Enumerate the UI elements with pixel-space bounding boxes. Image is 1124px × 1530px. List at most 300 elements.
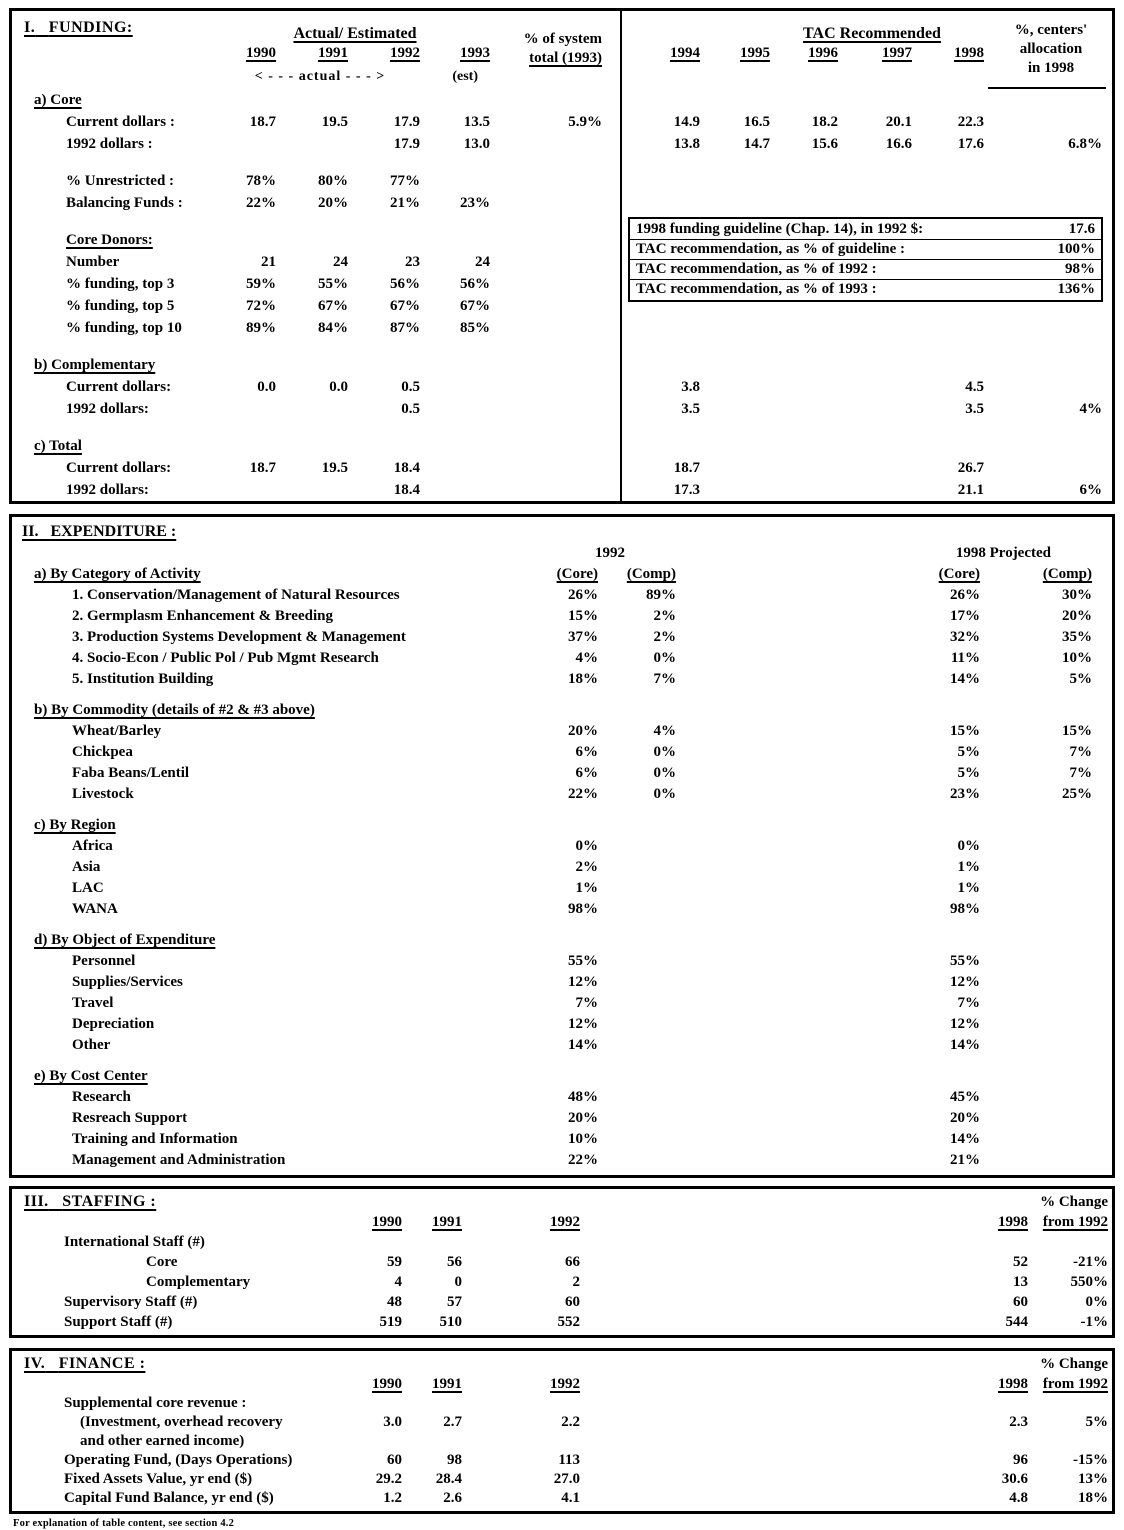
value-cell: 98 [447,1452,462,1468]
centers-allocation-header [988,11,1106,89]
table-row [12,857,1112,878]
value-cell: 55% [318,276,348,292]
guideline-label: TAC recommendation, as % of 1992 : [636,261,877,277]
value-cell [216,89,280,111]
value-cell [280,133,352,155]
table-row [12,648,1112,669]
section-number: IV. FINANCE : [24,1355,146,1372]
value-cell: 77% [390,173,420,189]
value-cell [984,930,1096,951]
value-cell [984,700,1096,721]
year-column-header: 1998 [998,1376,1028,1392]
section-funding [9,8,1115,504]
guideline-label: TAC recommendation, as % of 1993 : [636,281,877,297]
value-cell: 14% [950,1131,980,1147]
table-row [12,1292,1112,1312]
value-cell [774,89,842,111]
table-row [12,89,1112,111]
value-cell [602,700,680,721]
row-label: Supplies/Services [72,974,183,990]
table-row [12,479,1112,501]
value-cell [466,1394,584,1413]
value-cell [774,435,842,457]
value-cell [988,192,1106,214]
value-cell: 35% [1062,629,1092,645]
value-cell [424,457,494,479]
value-cell: 2.2 [561,1414,580,1430]
year-column-header: 1990 [372,1376,402,1392]
value-cell [774,479,842,501]
table-row [12,972,1112,993]
value-cell [704,89,774,111]
value-cell: 96 [1013,1452,1028,1468]
year-column-header: 1991 [432,1214,462,1230]
value-cell: 67% [390,298,420,314]
value-cell [916,354,988,376]
guideline-row [630,239,1101,259]
value-cell: 5.9% [568,114,602,130]
table-row [12,435,1112,457]
value-cell [774,170,842,192]
value-cell [424,89,494,111]
guideline-value: 17.6 [1068,221,1095,237]
value-cell [680,815,984,836]
value-cell: 4% [575,650,598,666]
value-cell: 4.1 [561,1490,580,1506]
value-cell: 32% [950,629,980,645]
value-cell [494,133,606,155]
value-cell: 20% [568,723,598,739]
value-cell: 552 [557,1314,580,1330]
value-cell: 2% [653,629,676,645]
value-cell [424,376,494,398]
value-cell: 5% [1069,671,1092,687]
value-cell [602,1066,680,1087]
value-cell [280,435,352,457]
guideline-label: TAC recommendation, as % of guideline : [636,241,906,257]
value-cell [424,479,494,501]
table-row [12,899,1112,920]
value-cell: 12% [950,1016,980,1032]
value-cell: 10% [1062,650,1092,666]
value-cell [336,1394,406,1413]
value-cell [602,1014,680,1035]
value-cell: 15% [568,608,598,624]
value-cell [984,972,1096,993]
table-row [12,111,1112,133]
value-cell [602,1129,680,1150]
value-cell [842,398,916,420]
value-cell: 48% [568,1089,598,1105]
value-cell [984,1087,1096,1108]
value-cell [216,133,280,155]
value-cell: 14% [568,1037,598,1053]
value-cell: 56% [390,276,420,292]
value-cell: 19.5 [321,114,348,130]
value-cell [494,295,606,317]
value-cell [916,89,988,111]
value-cell [280,229,352,251]
value-cell [842,317,916,339]
row-label: Current dollars: [66,379,172,395]
value-cell [424,170,494,192]
value-cell [984,1035,1096,1056]
value-cell [984,899,1096,920]
value-cell [424,398,494,420]
value-cell: 87% [390,320,420,336]
value-cell [984,993,1096,1014]
value-cell [494,89,606,111]
value-cell: 18% [1078,1490,1108,1506]
value-cell [424,354,494,376]
value-cell: 60 [565,1294,580,1310]
row-label: Management and Administration [72,1152,286,1168]
table-row [12,1413,1112,1432]
value-cell: 7% [1069,765,1092,781]
value-cell [680,1066,984,1087]
value-cell [704,435,774,457]
value-cell: 22% [246,195,276,211]
value-cell [280,479,352,501]
value-cell: 1% [957,880,980,896]
value-cell: 2 [572,1274,580,1290]
value-cell [602,972,680,993]
value-cell: 7% [957,995,980,1011]
row-label: Supervisory Staff (#) [64,1294,198,1310]
value-cell [984,1108,1096,1129]
value-cell [336,1232,406,1252]
row-label: Travel [72,995,114,1011]
value-cell: 3.5 [965,401,984,417]
table-row [12,763,1112,784]
table-row [12,878,1112,899]
expenditure-table-body [12,585,1112,1171]
tac-guideline-box [628,217,1103,302]
value-cell [216,354,280,376]
value-cell [842,89,916,111]
spacer-row [12,1056,1112,1066]
table-row [12,317,1112,339]
section-number: I. FUNDING: [24,19,133,36]
row-label: Supplemental core revenue : [64,1395,247,1411]
value-cell [842,479,916,501]
value-cell [988,376,1106,398]
row-label: e) By Cost Center [34,1068,148,1084]
value-cell [984,1014,1096,1035]
value-cell: 4.8 [1009,1490,1028,1506]
table-row [12,669,1112,690]
value-cell: 0% [653,786,676,802]
row-label: Core Donors: [66,232,153,248]
value-cell: 18.4 [393,482,420,498]
table-row [12,1470,1112,1489]
row-label: (Investment, overhead recovery [80,1414,283,1430]
value-cell: 3.5 [681,401,700,417]
value-cell [466,1432,584,1451]
table-row [12,784,1112,805]
category-subhead: a) By Category of Activity [34,566,201,582]
year-column-header: 1991 [318,45,348,61]
row-label: Depreciation [72,1016,155,1032]
value-cell [984,951,1096,972]
row-label: % funding, top 3 [66,276,175,292]
value-cell [486,815,602,836]
value-cell: 17.9 [393,136,420,152]
value-cell [494,170,606,192]
section-number: III. STAFFING : [24,1193,157,1210]
section-number: II. EXPENDITURE : [22,523,177,540]
value-cell [494,479,606,501]
column-divider [620,11,622,501]
value-cell: 12% [950,974,980,990]
value-cell: 1% [957,859,980,875]
value-cell [602,1108,680,1129]
value-cell [984,857,1096,878]
year-column-header: 1996 [808,45,838,61]
actual-span-note: < - - - actual - - - > [254,69,386,84]
value-cell: 16.5 [743,114,770,130]
row-label: Resreach Support [72,1110,188,1126]
finance-header-row1 [12,1351,1112,1374]
row-label: d) By Object of Expenditure [34,932,216,948]
value-cell: 113 [558,1452,580,1468]
guideline-value: 100% [1057,241,1095,257]
value-cell: 98% [950,901,980,917]
column-header: (Core) [556,566,598,582]
value-cell [916,170,988,192]
table-row [12,585,1112,606]
value-cell: 6.8% [1068,136,1102,152]
row-label: 1992 dollars : [66,136,153,152]
row-label: Current dollars : [66,114,175,130]
value-cell: 6% [575,744,598,760]
year-column-header: 1992 [390,45,420,61]
value-cell: 30% [1062,587,1092,603]
guideline-row [630,259,1101,279]
value-cell [494,317,606,339]
table-row [12,1232,1112,1252]
table-row [12,1312,1112,1332]
value-cell: 72% [246,298,276,314]
value-cell: 18% [568,671,598,687]
table-row [12,742,1112,763]
value-cell [988,317,1106,339]
value-cell [704,479,774,501]
value-cell [216,229,280,251]
column-header: (Comp) [1042,566,1092,582]
row-label: Fixed Assets Value, yr end ($) [64,1471,253,1487]
value-cell [602,993,680,1014]
year-column-header: 1994 [670,45,700,61]
value-cell: 26% [950,587,980,603]
row-label: Africa [72,838,113,854]
value-cell [584,1432,1032,1451]
value-cell: 6% [1079,482,1102,498]
section-title [12,517,1112,543]
value-cell [406,1232,466,1252]
value-cell [774,354,842,376]
table-row [12,133,1112,155]
staffing-header-row1 [12,1189,1112,1212]
value-cell [916,435,988,457]
header-line: total (1993) [529,50,602,66]
value-cell: 24 [333,254,348,270]
row-label: Training and Information [72,1131,238,1147]
value-cell: 14.7 [743,136,770,152]
value-cell: 21.1 [957,482,984,498]
value-cell: 13% [1078,1471,1108,1487]
row-label: a) Core [34,92,82,108]
value-cell [842,435,916,457]
table-row [12,170,1112,192]
value-cell [602,899,680,920]
value-cell [424,229,494,251]
value-cell: 4% [1079,401,1102,417]
row-label: 5. Institution Building [72,671,214,687]
value-cell: 23 [405,254,420,270]
table-row [12,354,1112,376]
value-cell: 59 [387,1254,402,1270]
value-cell: 2.7 [443,1414,462,1430]
row-label: % funding, top 10 [66,320,182,336]
value-cell [984,1066,1096,1087]
value-cell [494,251,606,273]
row-label: 1992 dollars: [66,401,149,417]
finance-table-body [12,1394,1112,1508]
value-cell: 84% [318,320,348,336]
value-cell [466,1232,584,1252]
value-cell: 14% [950,1037,980,1053]
value-cell [1032,1394,1112,1413]
table-row [12,606,1112,627]
value-cell: 60 [1013,1294,1028,1310]
value-cell [774,192,842,214]
row-label: b) Complementary [34,357,156,373]
value-cell: 5% [957,765,980,781]
value-cell: 17.3 [673,482,700,498]
value-cell: 78% [246,173,276,189]
value-cell [984,1129,1096,1150]
row-label: 2. Germplasm Enhancement & Breeding [72,608,333,624]
value-cell: 56% [460,276,490,292]
value-cell: 14.9 [673,114,700,130]
value-cell [602,951,680,972]
value-cell [984,815,1096,836]
value-cell [984,836,1096,857]
value-cell [1032,1232,1112,1252]
table-row [12,721,1112,742]
value-cell: 66 [565,1254,580,1270]
value-cell [774,457,842,479]
value-cell: 80% [318,173,348,189]
table-row [12,1066,1112,1087]
value-cell: 21 [261,254,276,270]
table-row [12,627,1112,648]
row-label: % Unrestricted : [66,173,175,189]
value-cell [494,273,606,295]
table-row [12,1108,1112,1129]
year-column-header: 1993 [460,45,490,61]
row-label: 3. Production Systems Development & Management [72,629,406,645]
row-label: International Staff (#) [64,1234,205,1250]
value-cell: -1% [1080,1314,1108,1330]
value-cell [916,192,988,214]
value-cell: 55% [950,953,980,969]
column-header: (Comp) [626,566,676,582]
value-cell: 98% [568,901,598,917]
value-cell [704,317,774,339]
section-title [16,11,216,45]
value-cell [1032,1432,1112,1451]
table-row [12,1432,1112,1451]
value-cell [602,1035,680,1056]
value-cell [486,1066,602,1087]
value-cell: 15% [950,723,980,739]
row-label: Support Staff (#) [64,1314,173,1330]
value-cell: -15% [1073,1452,1108,1468]
table-row [12,376,1112,398]
value-cell: 0% [653,765,676,781]
spacer-row [12,155,1112,170]
section-expenditure [9,514,1115,1178]
column-header: (Core) [938,566,980,582]
value-cell [602,857,680,878]
row-label: Core [146,1254,178,1270]
row-label: c) Total [34,438,82,454]
table-row [12,1451,1112,1470]
value-cell: 3.8 [681,379,700,395]
header-line: allocation [1019,40,1083,57]
value-cell [916,317,988,339]
value-cell: 20% [568,1110,598,1126]
value-cell: 67% [460,298,490,314]
value-cell: 1.2 [383,1490,402,1506]
spacer-row [12,690,1112,700]
funding-header [12,11,1112,89]
table-row [12,993,1112,1014]
value-cell: -21% [1073,1254,1108,1270]
value-cell [352,435,424,457]
value-cell [494,457,606,479]
value-cell: 12% [568,1016,598,1032]
value-cell [336,1432,406,1451]
row-label: Balancing Funds : [66,195,183,211]
year-column-header: 1990 [372,1214,402,1230]
value-cell: 89% [246,320,276,336]
value-cell [988,89,1106,111]
value-cell [406,1432,466,1451]
value-cell [494,435,606,457]
value-cell: 27.0 [553,1471,580,1487]
value-cell [680,700,984,721]
value-cell: 0% [653,650,676,666]
guideline-label: 1998 funding guideline (Chap. 14), in 1992 $: [636,221,924,237]
section-title [16,1192,336,1212]
value-cell [988,170,1106,192]
value-cell: 4% [653,723,676,739]
value-cell: 0.5 [401,401,420,417]
value-cell: 19.5 [321,460,348,476]
value-cell [602,1150,680,1171]
value-cell: 2% [575,859,598,875]
value-cell: 37% [568,629,598,645]
value-cell: 25% [1062,786,1092,802]
value-cell: 4.5 [965,379,984,395]
value-cell [494,229,606,251]
table-row [12,1394,1112,1413]
value-cell: 10% [568,1131,598,1147]
value-cell [602,815,680,836]
